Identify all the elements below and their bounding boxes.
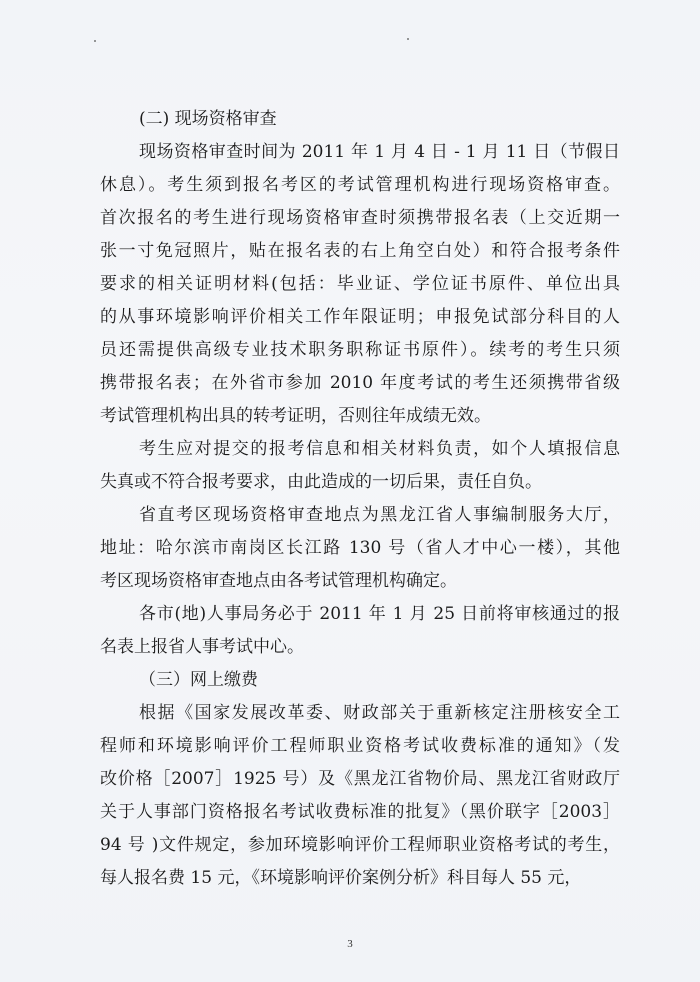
text-line: 要求的相关证明材料(包括：毕业证、学位证书原件、单位出具 bbox=[100, 274, 620, 294]
text-line: 省直考区现场资格审查地点为黑龙江省人事编制服务大厅， bbox=[139, 505, 620, 525]
text-line: 休息）。考生须到报名考区的考试管理机构进行现场资格审查。 bbox=[100, 175, 620, 195]
text-line: 各市(地)人事局务必于 2011 年 1 月 25 日前将审核通过的报 bbox=[139, 604, 620, 624]
text-line: 地址：哈尔滨市南岗区长江路 130 号（省人才中心一楼），其他 bbox=[100, 538, 620, 558]
text-line: 名表上报省人事考试中心。 bbox=[100, 637, 304, 657]
text-line: 关于人事部门资格报名考试收费标准的批复》（黑价联字［2003］ bbox=[100, 802, 620, 822]
scan-speck bbox=[407, 38, 409, 40]
document-body bbox=[100, 104, 620, 896]
text-line: 考生应对提交的报考信息和相关材料负责，如个人填报信息 bbox=[139, 439, 620, 459]
text-line: 根据《国家发展改革委、财政部关于重新核定注册核安全工 bbox=[139, 703, 620, 723]
paragraph-review-location bbox=[100, 500, 620, 596]
text-line: 失真或不符合报考要求，由此造成的一切后果，责任自负。 bbox=[100, 472, 542, 492]
paragraph-submission-deadline bbox=[100, 599, 620, 662]
text-line: 程师和环境影响评价工程师职业资格考试收费标准的通知》（发 bbox=[100, 736, 620, 756]
scan-speck bbox=[94, 40, 96, 42]
text-line: 的从事环境影响评价相关工作年限证明；申报免试部分科目的人 bbox=[100, 307, 620, 327]
text-line: 改价格［2007］1925 号）及《黑龙江省物价局、黑龙江省财政厅 bbox=[100, 769, 620, 789]
text-line: 94 号 )文件规定，参加环境影响评价工程师职业资格考试的考生， bbox=[100, 835, 620, 855]
page-number: 3 bbox=[347, 938, 353, 950]
paragraph-responsibility bbox=[100, 434, 620, 497]
section-heading-qualification-review: (二) 现场资格审查 bbox=[139, 109, 277, 129]
text-line: 员还需提供高级专业技术职务职称证书原件）。续考的考生只须 bbox=[100, 340, 620, 360]
text-line: 张一寸免冠照片，贴在报名表的右上角空白处）和符合报考条件 bbox=[100, 241, 620, 261]
paragraph-review-time bbox=[100, 137, 620, 431]
paragraph-fee-basis bbox=[100, 698, 620, 893]
text-line: 考试管理机构出具的转考证明，否则往年成绩无效。 bbox=[100, 406, 491, 426]
text-line: 首次报名的考生进行现场资格审查时须携带报名表（上交近期一 bbox=[100, 208, 620, 228]
text-line: 现场资格审查时间为 2011 年 1 月 4 日 - 1 月 11 日（节假日 bbox=[139, 142, 620, 162]
text-line: 携带报名表；在外省市参加 2010 年度考试的考生还须携带省级 bbox=[100, 373, 620, 393]
section-heading-online-payment: （三）网上缴费 bbox=[139, 670, 258, 690]
text-line: 考区现场资格审查地点由各考试管理机构确定。 bbox=[100, 571, 457, 591]
text-line: 每人报名费 15 元，《环境影响评价案例分析》科目每人 55 元， bbox=[100, 868, 582, 888]
